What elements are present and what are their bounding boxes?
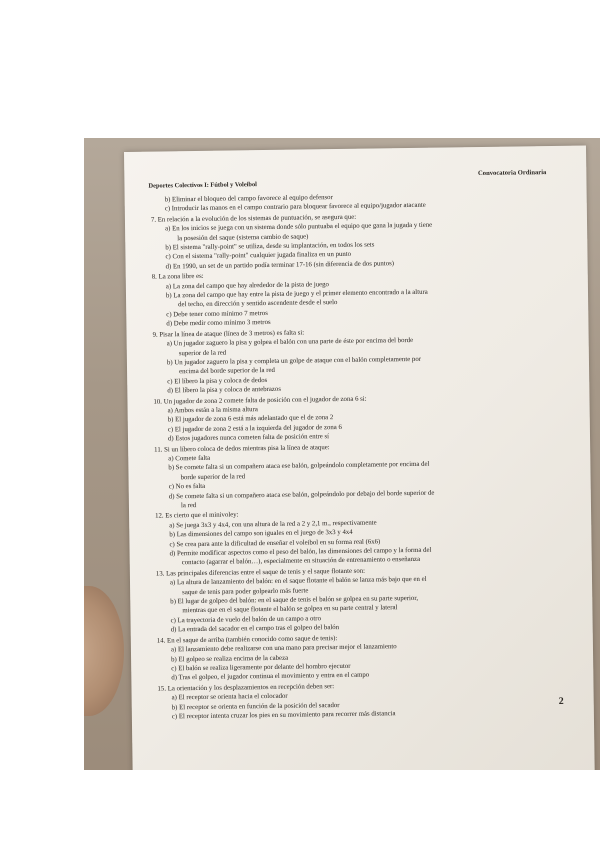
answer-option: c) El jugador de zona 2 está a la izquierda del jugador de zona 6 xyxy=(167,423,342,434)
answer-option: a) Comete falta xyxy=(168,454,211,463)
answer-option: d) Permite modificar aspectos como el peso del balón, las dimensiones del campo y la forma del xyxy=(169,546,432,558)
answer-option: d) Se comete falta si un compañero ataca ese balón, golpeándolo por debajo del borde superior de xyxy=(168,489,435,501)
answer-option: c) No es falta xyxy=(168,483,206,491)
answer-option: b) El receptor se orienta en función de la posición del sacador xyxy=(171,701,340,711)
answer-option: la red xyxy=(180,502,197,510)
answer-option: b) El sistema "rally-point" se utiliza, desde su implantación, en todos los sets xyxy=(165,241,375,252)
answer-option: a) Ambos están a la misma altura xyxy=(167,406,258,415)
answer-option: b) Las dimensiones del campo son iguales en el juego de 3x3 y 4x4 xyxy=(169,529,353,539)
answer-option: a) Un jugador zaguero la pisa y golpea el balón con una parte de éste por encima del borde xyxy=(166,337,414,348)
question-list xyxy=(151,190,568,722)
exam-page xyxy=(124,146,595,770)
answer-option: c) El receptor intenta cruzar los pies en su movimiento para recorrer más distancia xyxy=(171,710,396,721)
answer-option: del techo, en dirección y sentido ascendente desde el suelo xyxy=(178,299,338,309)
question-stem: 12. Es cierto que el minivoley: xyxy=(155,511,239,521)
question-stem: 11. Si un líbero coloca de dedos mientras pisa la línea de ataque: xyxy=(154,443,330,454)
answer-option: d) Debe medir como mínimo 3 metros xyxy=(166,319,271,328)
answer-option: d) Tras el golpeo, el jugador continua el movimiento y entra en el campo xyxy=(171,671,370,682)
question-stem: 13. Las principales diferencias entre el saque de tenis y el saque flotante son: xyxy=(155,567,366,578)
question-stem: 10. Un jugador de zona 2 comete falta de posición con el jugador de zona 6 si: xyxy=(153,395,367,406)
answer-option: b) El lugar de golpeo del balón: en el saque de tenis el balón se golpea en su parte superior, xyxy=(170,595,419,606)
answer-option: c) El líbero la pisa y coloca de dedos xyxy=(167,376,268,386)
answer-option: b) Un jugador zaguero la pisa y completa un golpe de ataque con el balón completamente por xyxy=(166,355,422,367)
page-number: 2 xyxy=(558,695,564,707)
question-stem: 7. En relación a la evolución de los sistemas de puntuación, se asegura que: xyxy=(150,213,357,224)
answer-option: c) Con el sistema "rally-point" cualquier jugada finaliza en un punto xyxy=(165,251,352,261)
answer-option: c) Se crea para ante la dificultad de enseñar el voleibol en su forma real (6x6) xyxy=(169,538,381,549)
answer-option: b) Se comete falta si un compañero ataca ese balón, golpeándolo completamente por encima del xyxy=(168,461,430,472)
header-session: Convocatoria Ordinaria xyxy=(477,169,547,178)
answer-option: la posesión del saque (sistema cambio de saque) xyxy=(177,233,309,242)
answer-option: contacto (agarrar el balón…), especialmente en situación de entrenamiento o enseñanza xyxy=(181,556,421,567)
answer-option: c) La trayectoria de vuelo del balón de un campo a otro xyxy=(170,615,322,625)
answer-option: a) El lanzamiento debe realizarse con una mano para precisar mejor el lanzamiento xyxy=(170,643,397,654)
answer-option: b) El golpeo se realiza encima de la cabeza xyxy=(171,654,289,663)
answer-option: b) La zona del campo que hay entre la pista de juego y el primer elemento encontrado a la altura xyxy=(165,288,428,300)
answer-option: a) En los inicios se juega con un sistema donde sólo puntuaba el equipo que gana la jugada y tiene xyxy=(165,221,433,233)
answer-option: b) El jugador de zona 6 está más adelantado que el de zona 2 xyxy=(167,414,334,424)
answer-option: a) La altura de lanzamiento del balón: en el saque flotante el balón se lanza más bajo que en el xyxy=(169,576,427,587)
answer-option: borde superior de la red xyxy=(180,473,246,482)
answer-option: b) Eliminar el bloqueo del campo favorece al equipo defensor xyxy=(164,194,333,204)
answer-option: c) El balón se realiza ligeramente por delante del hombro ejecutor xyxy=(171,662,351,673)
answer-option: d) Estos jugadores nunca cometen falta de posición entre sí xyxy=(167,433,330,443)
answer-option: a) La zona del campo que hay alrededor de la pista de juego xyxy=(165,280,329,291)
answer-option: d) El líbero la pisa y coloca de antebrazos xyxy=(167,385,282,395)
answer-option: encima del borde superior de la red xyxy=(179,367,275,376)
answer-option: d) En 1990, un set de un partido podía terminar 17-16 (sin diferencia de dos puntos) xyxy=(165,260,395,271)
hand xyxy=(84,586,124,716)
header-course: Deportes Colectivos I: Fútbol y Voleibol xyxy=(148,181,257,190)
answer-option: superior de la red xyxy=(178,349,227,357)
answer-option: a) El receptor se orienta hacia el colocador xyxy=(171,692,288,702)
photo xyxy=(84,138,600,770)
answer-option: saque de tenis para poder golpearlo más fuerte xyxy=(182,587,309,596)
question-stem: 15. La orientación y los desplazamientos en recepción deben ser: xyxy=(157,682,335,693)
question-stem: 9. Pisar la línea de ataque (línea de 3 metros) es falta si: xyxy=(152,329,305,339)
answer-option: a) Se juega 3x3 y 4x4, con una altura de la red a 2 y 2,1 m., respectivamente xyxy=(169,519,377,530)
question-stem: 14. En el saque de arriba (también conocido como saque de tenis): xyxy=(156,634,338,645)
question-stem: 8. La zona libre es: xyxy=(151,273,204,281)
answer-option: c) Introducir las manos en el campo contrario para bloquear favorece al equipo/jugador atacante xyxy=(164,202,426,213)
answer-option: mientras que en el saque flotante el balón se golpea en su parte central y lateral xyxy=(182,604,398,615)
answer-option: d) La entrada del sacador en el campo tras el golpeo del balón xyxy=(170,624,340,634)
answer-option: c) Debe tener como mínimo 7 metros xyxy=(166,309,268,319)
